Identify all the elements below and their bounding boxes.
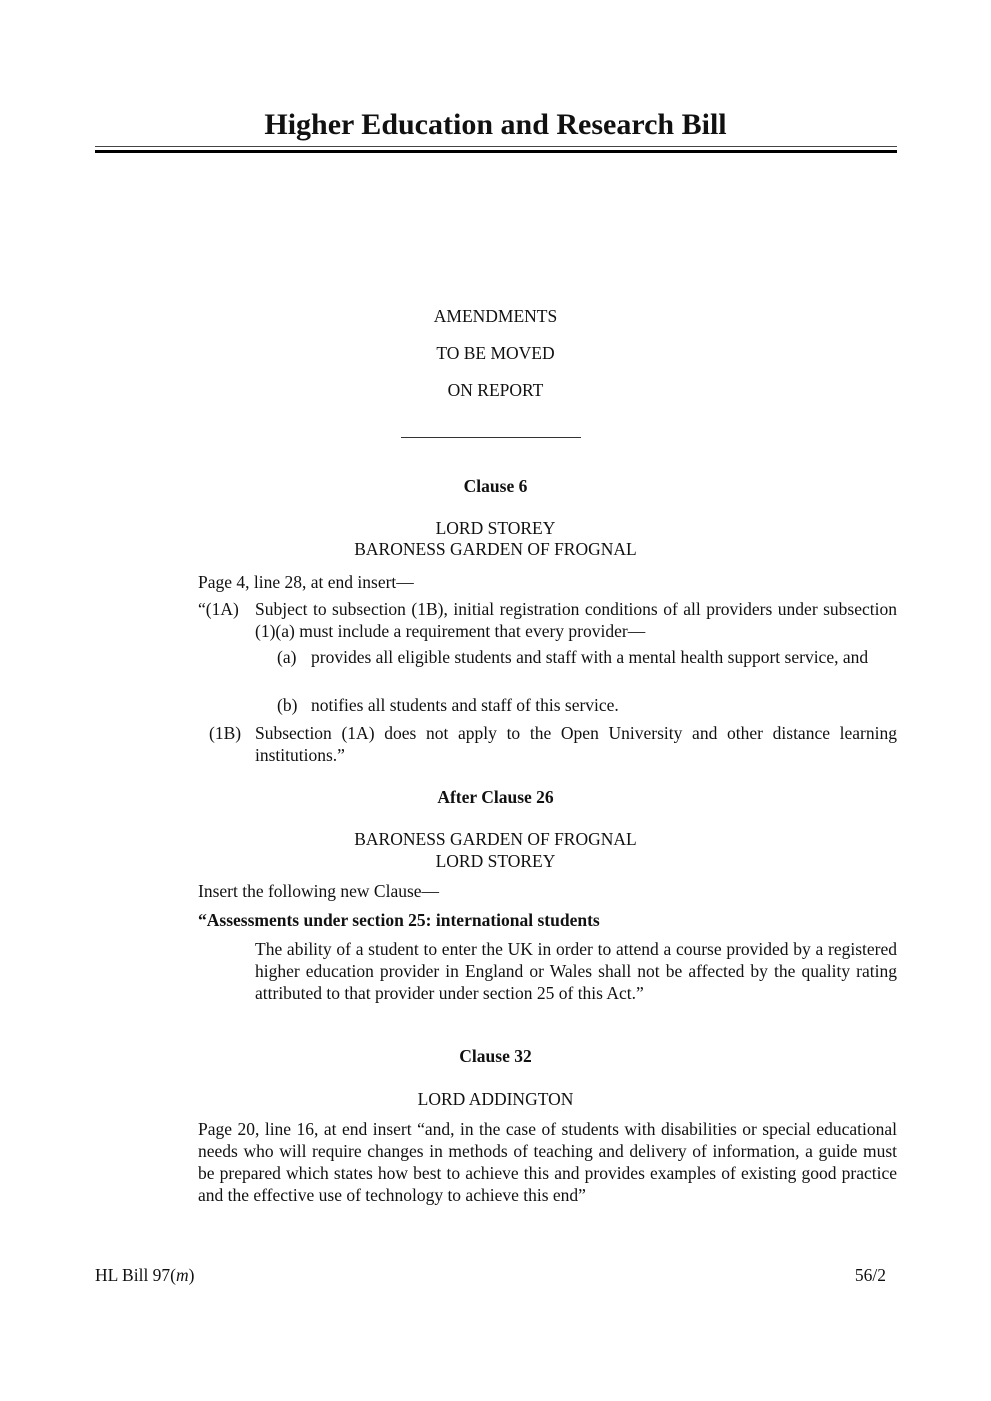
intro-line-2: TO BE MOVED <box>436 343 555 363</box>
section-heading: Clause 32 <box>459 1046 532 1066</box>
section-heading: After Clause 26 <box>437 787 554 807</box>
intro-line-3: ON REPORT <box>447 380 544 400</box>
amendment-instruction: Page 4, line 28, at end insert— <box>198 572 414 592</box>
mover: BARONESS GARDEN OF FROGNAL <box>354 539 637 559</box>
subsection-text: Subsection (1A) does not apply to the Open University and other distance learning institutions.” <box>255 723 897 765</box>
mover: LORD STOREY <box>435 851 556 871</box>
section-heading: Clause 6 <box>463 476 528 496</box>
intro-line-1: AMENDMENTS <box>433 306 558 326</box>
mover: BARONESS GARDEN OF FROGNAL <box>354 829 637 849</box>
bill-number-prefix: HL Bill 97( <box>95 1265 177 1285</box>
title-rule-thick <box>95 150 897 153</box>
divider <box>401 437 581 438</box>
item-label: (b) <box>277 695 298 715</box>
title-rule-thin <box>95 146 897 147</box>
subsection-label: (1B) <box>209 723 242 743</box>
bill-number-suffix: m <box>176 1265 189 1285</box>
bill-number <box>95 1265 194 1286</box>
new-clause-text: The ability of a student to enter the UK in order to attend a course provided by a registered higher education provider in England or Wales shall not be affected by the quality rating attributed to that provider under section 25 of this Act.” <box>255 939 897 1003</box>
item-text: notifies all students and staff of this service. <box>311 695 619 715</box>
bill-number-close: ) <box>188 1265 195 1285</box>
item-label: (a) <box>277 647 297 667</box>
amendment-instruction: Insert the following new Clause— <box>198 881 440 901</box>
item-text: provides all eligible students and staff with a mental health support service, and <box>311 647 869 667</box>
document-title: Higher Education and Research Bill <box>264 108 727 141</box>
new-clause-title: “Assessments under section 25: international students <box>198 910 600 930</box>
amendment-instruction: Page 20, line 16, at end insert “and, in the case of students with disabilities or special educational needs who will require changes in methods of teaching and delivery of information, a guide must be prepared which states how best to achieve this and provides examples of existing good practice and the effective use of technology to achieve this end” <box>198 1119 897 1205</box>
subsection-label: “(1A) <box>198 599 239 619</box>
page-reference: 56/2 <box>854 1265 886 1285</box>
mover: LORD STOREY <box>435 518 556 538</box>
mover: LORD ADDINGTON <box>417 1089 574 1109</box>
subsection-text: Subject to subsection (1B), initial registration conditions of all providers under subsection (1)(a) must include a requirement that every provider— <box>255 599 897 641</box>
